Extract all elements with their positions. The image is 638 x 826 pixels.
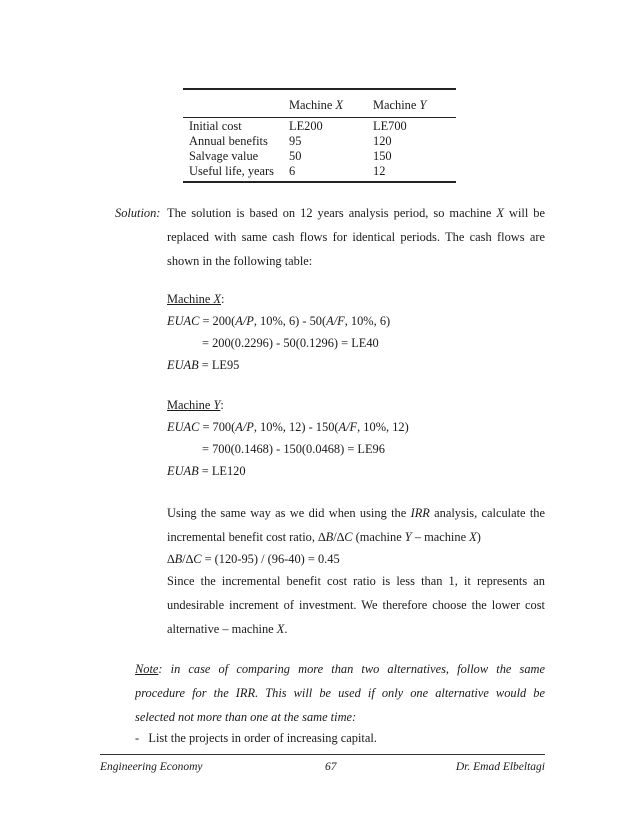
footer-rule — [100, 754, 545, 755]
machine-y-heading: Machine Y: — [167, 398, 224, 412]
footer-right: Dr. Emad Elbeltagi — [455, 761, 545, 773]
table-cell: 120 — [373, 134, 392, 148]
table-cell: LE700 — [373, 119, 407, 133]
table-cell: 50 — [289, 149, 302, 163]
machine-y-euac: EUAC = 700(A/P, 10%, 12) - 150(A/F, 10%, 12) — [167, 420, 409, 434]
machine-y-euac-calc: = 700(0.1468) - 150(0.0468) = LE96 — [202, 442, 385, 456]
incremental-line-4: Since the incremental benefit cost ratio is less than 1, it represents an — [167, 574, 545, 588]
table-header-machine-y: Machine Y — [373, 98, 427, 112]
machine-x-heading: Machine X: — [167, 292, 225, 306]
note-label: Note — [135, 662, 159, 676]
solution-line-1: The solution is based on 12 years analysis period, so machine X will be — [167, 206, 546, 220]
incremental-line-1: Using the same way as we did when using the IRR analysis, calculate the — [167, 506, 546, 520]
solution-line-3: shown in the following table: — [167, 254, 313, 268]
page-number: 67 — [325, 761, 337, 773]
table-header-machine-x: Machine X — [289, 98, 344, 112]
table-cell: 6 — [289, 164, 296, 178]
note-line-2: procedure for the IRR. This will be used if only one alternative would be — [135, 686, 545, 700]
incremental-line-6: alternative – machine X. — [167, 622, 288, 636]
table-row-label: Useful life, years — [189, 164, 274, 178]
table-header-rule — [183, 117, 456, 118]
table-cell: 12 — [373, 164, 386, 178]
machine-x-euac-calc: = 200(0.2296) - 50(0.1296) = LE40 — [202, 336, 379, 350]
incremental-line-3: ∆B/∆C = (120-95) / (96-40) = 0.45 — [167, 552, 340, 566]
incremental-line-5: undesirable increment of investment. We therefore choose the lower cost — [167, 598, 545, 612]
table-top-rule — [183, 88, 456, 90]
table-cell: LE200 — [289, 119, 323, 133]
footer-left: Engineering Economy — [100, 761, 203, 773]
note-line-3: selected not more than one at the same time: — [135, 710, 357, 724]
table-cell: 95 — [289, 134, 302, 148]
solution-label: Solution: — [115, 206, 161, 220]
note-bullet-item: - List the projects in order of increasing capital. — [135, 731, 377, 745]
table-bottom-rule — [183, 181, 456, 183]
table-cell: 150 — [373, 149, 392, 163]
table-row-label: Salvage value — [189, 149, 259, 163]
machine-y-euab: EUAB = LE120 — [167, 464, 246, 478]
table-row-label: Initial cost — [189, 119, 242, 133]
table-row-label: Annual benefits — [189, 134, 268, 148]
machine-x-euab: EUAB = LE95 — [167, 358, 240, 372]
machine-x-euac: EUAC = 200(A/P, 10%, 6) - 50(A/F, 10%, 6) — [167, 314, 391, 328]
note-line-1: Note: in case of comparing more than two alternatives, follow the same — [135, 662, 545, 676]
incremental-line-2: incremental benefit cost ratio, ∆B/∆C (machine Y – machine X) — [167, 530, 481, 544]
solution-line-2: replaced with same cash flows for identical periods. The cash flows are — [167, 230, 545, 244]
